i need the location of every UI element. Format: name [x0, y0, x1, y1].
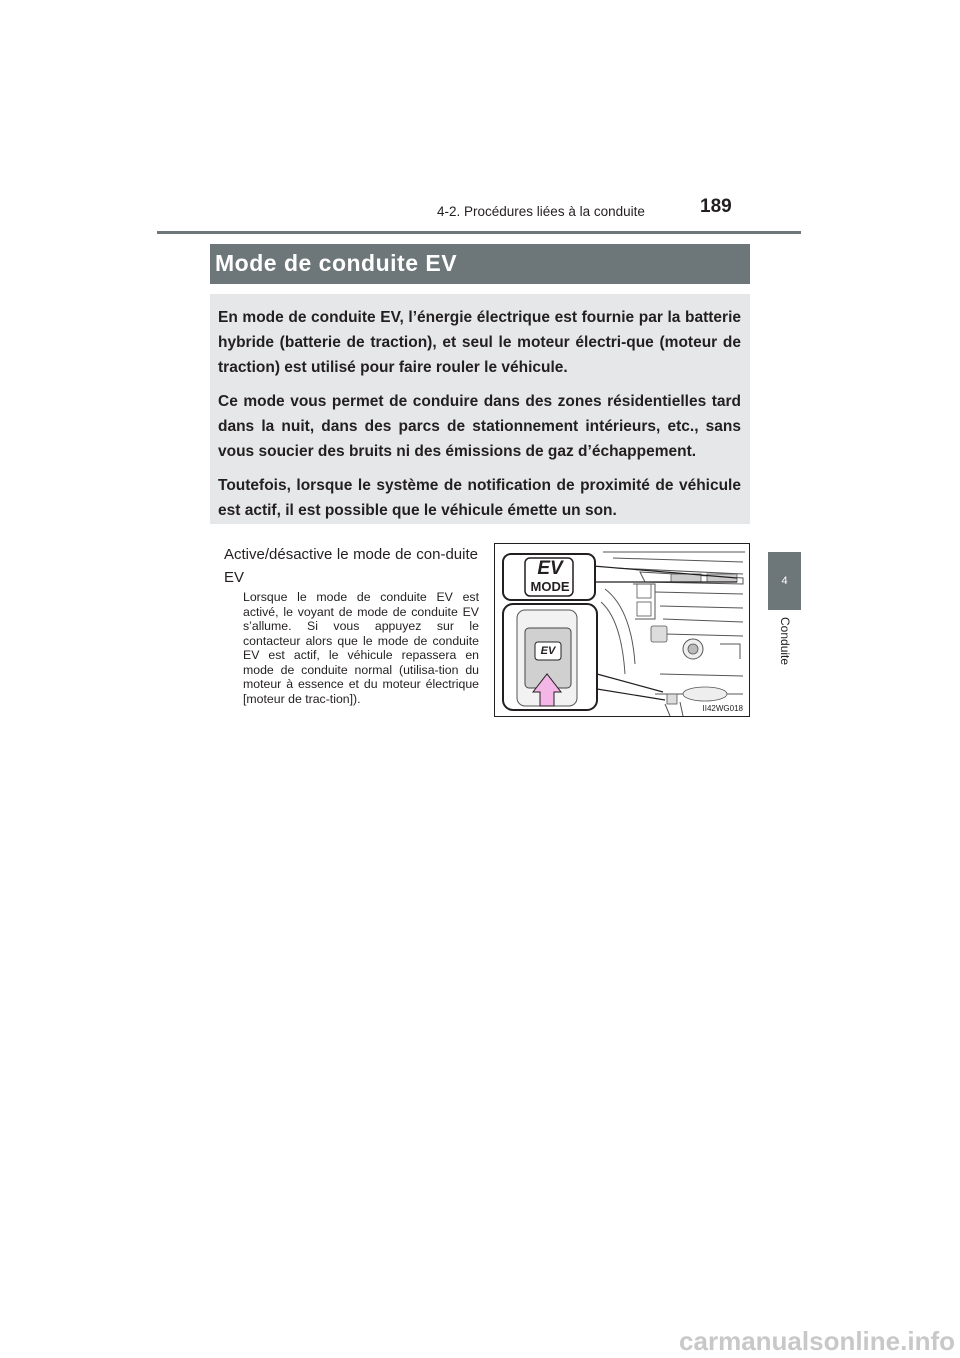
section-title: Mode de conduite EV: [215, 250, 458, 276]
item-title: Active/désactive le mode de con-duite EV: [224, 546, 478, 586]
page-number: 189: [700, 196, 732, 217]
figure-code: II42WG018: [702, 704, 743, 713]
header-rule: [157, 231, 801, 234]
chapter-number: 4: [781, 575, 788, 587]
ev-mode-icon-mode: MODE: [530, 579, 570, 594]
ev-mode-icon-label: [527, 559, 573, 593]
running-header: 4-2. Procédures liées à la conduite: [437, 204, 645, 219]
item-description: Lorsque le mode de conduite EV est activé, le voyant de mode de conduite EV s’allume. Si vous appuyez sur le contacteur alors que le mode de conduite EV est actif, le véhicule repassera en mode de conduite normal (utilisa-tion du moteur à essence et du moteur électrique [moteur de trac-tion]).: [243, 590, 479, 706]
svg-text:carmanualsonline.info: carmanualsonline.info: [679, 1326, 955, 1356]
intro-text: [218, 305, 741, 532]
chapter-label: Conduite: [778, 617, 792, 666]
chapter-tab: [768, 552, 801, 610]
intro-paragraph: En mode de conduite EV, l’énergie électrique est fournie par la batterie hybride (batterie de traction), et seul le moteur électri-que (moteur de traction) est utilisé pour faire rouler le véhicule.: [218, 309, 741, 376]
intro-paragraph: Ce mode vous permet de conduire dans des zones résidentielles tard dans la nuit, dans des parcs de stationnement intérieurs, etc., sans vous soucier des bruits ni des émissions de gaz d’échappement.: [218, 393, 741, 460]
ev-mode-switch-illustration: [494, 543, 750, 717]
ev-button-label: EV: [540, 645, 556, 657]
watermark-logo: [0, 1324, 960, 1358]
ev-mode-icon-ev: EV: [537, 558, 563, 579]
intro-paragraph: Toutefois, lorsque le système de notification de proximité de véhicule est actif, il est possible que le véhicule émette un son.: [218, 477, 741, 519]
